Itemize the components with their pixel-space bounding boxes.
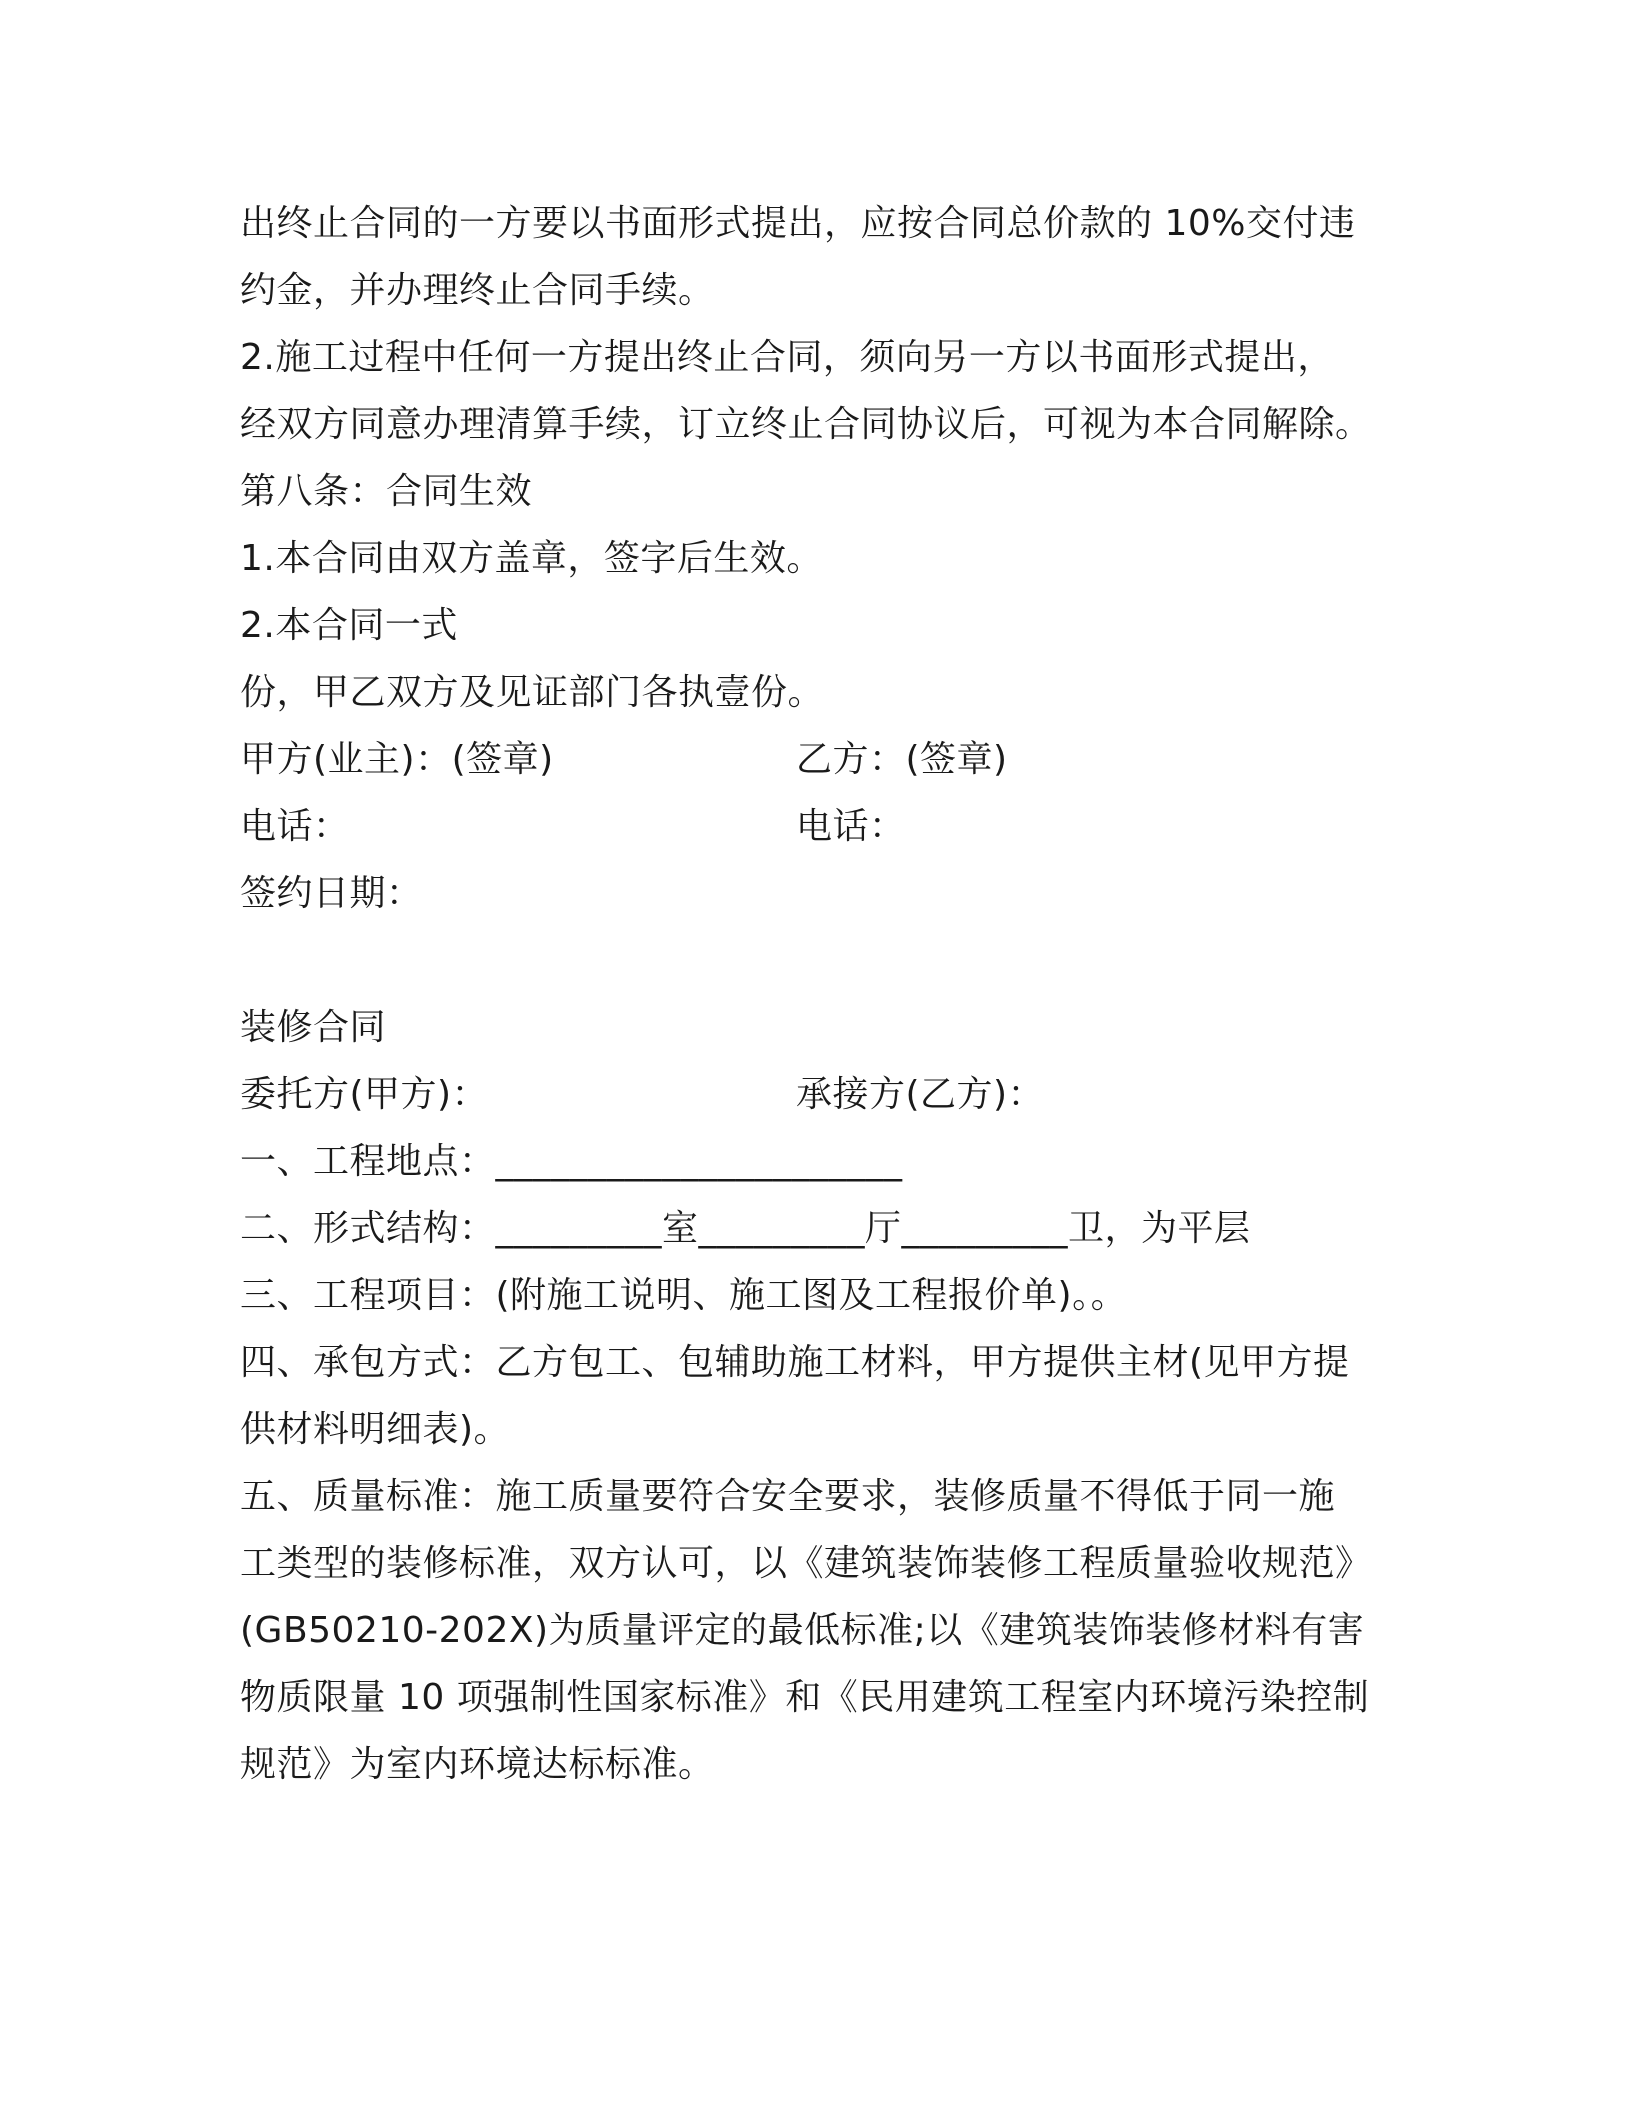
section-spacer xyxy=(240,927,1400,994)
clause-structure: 二、形式结构：_________室_________厅_________卫，为平层 xyxy=(240,1208,1251,1249)
paragraph-line: 1.本合同由双方盖章，签字后生效。 xyxy=(240,538,823,579)
party-a-signature-label: 甲方(业主)：(签章) xyxy=(240,739,554,780)
parties-row xyxy=(240,1061,1400,1128)
clause-project-items: 三、工程项目：(附施工说明、施工图及工程报价单)。。 xyxy=(240,1275,1128,1316)
clause-quality-standard-cont: 规范》为室内环境达标标准。 xyxy=(240,1744,715,1785)
clause-quality-standard: 五、质量标准：施工质量要符合安全要求，装修质量不得低于同一施 xyxy=(240,1476,1336,1517)
article-heading: 第八条：合同生效 xyxy=(240,471,533,512)
party-a-phone-label: 电话： xyxy=(240,806,350,847)
paragraph-line: 约金，并办理终止合同手续。 xyxy=(240,270,715,311)
contract-title: 装修合同 xyxy=(240,1007,387,1048)
party-b-phone-label: 电话： xyxy=(796,806,906,847)
clause-contract-method: 四、承包方式：乙方包工、包辅助施工材料，甲方提供主材(见甲方提 xyxy=(240,1342,1350,1383)
client-label: 委托方(甲方)： xyxy=(240,1074,489,1115)
clause-quality-standard-cont: 工类型的装修标准，双方认可，以《建筑装饰装修工程质量验收规范》 xyxy=(240,1543,1372,1584)
clause-quality-standard-cont: (GB50210-202X)为质量评定的最低标准;以《建筑装饰装修材料有害 xyxy=(240,1610,1365,1651)
document-page xyxy=(240,190,1400,1798)
paragraph-line: 经双方同意办理清算手续，订立终止合同协议后，可视为本合同解除。 xyxy=(240,404,1372,445)
phone-row xyxy=(240,793,1400,860)
paragraph-line: 2.施工过程中任何一方提出终止合同，须向另一方以书面形式提出， xyxy=(240,337,1334,378)
party-b-signature-label: 乙方：(签章) xyxy=(796,739,1008,780)
clause-project-location: 一、工程地点：______________________ xyxy=(240,1141,903,1182)
sign-date-label: 签约日期： xyxy=(240,873,423,914)
clause-contract-method-cont: 供材料明细表)。 xyxy=(240,1409,511,1450)
paragraph-line: 份，甲乙双方及见证部门各执壹份。 xyxy=(240,672,825,713)
paragraph-line: 出终止合同的一方要以书面形式提出，应按合同总价款的 10%交付违 xyxy=(240,203,1356,244)
clause-quality-standard-cont: 物质限量 10 项强制性国家标准》和《民用建筑工程室内环境污染控制 xyxy=(240,1677,1370,1718)
paragraph-line: 2.本合同一式 xyxy=(240,605,458,646)
signature-row xyxy=(240,726,1400,793)
contractor-label: 承接方(乙方)： xyxy=(796,1074,1045,1115)
